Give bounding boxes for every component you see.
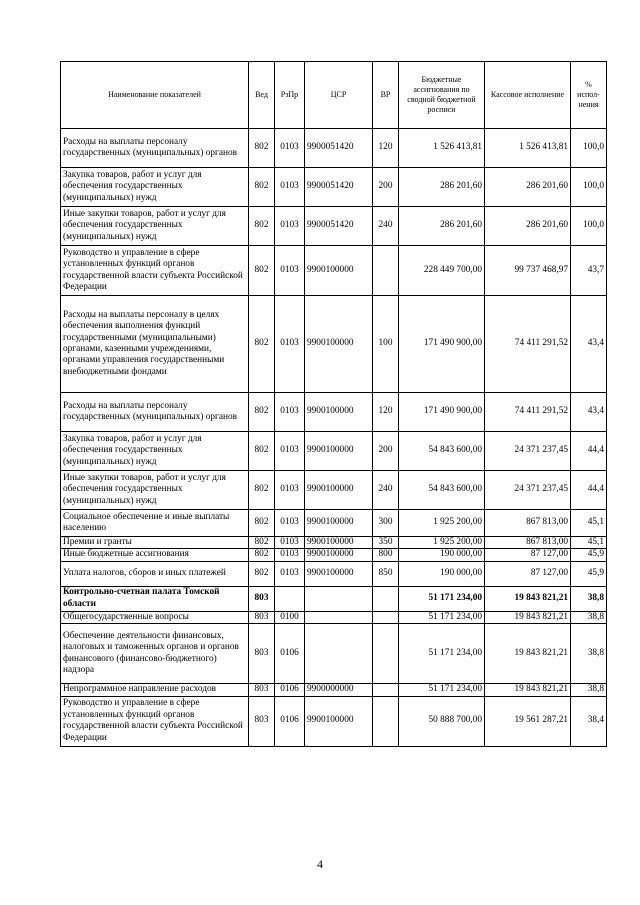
cell-csr: 9900100000 [305,471,373,510]
cell-name: Иные закупки товаров, работ и услуг для обеспечения государственных (муниципальных) нужд [61,207,249,246]
cell-ved: 803 [249,586,275,611]
cell-cash: 19 843 821,21 [485,684,571,696]
cell-csr: 9900051420 [305,168,373,207]
cell-rzpr: 0103 [275,393,305,432]
cell-vr [373,611,399,623]
cell-cash: 87 127,00 [485,549,571,561]
cell-vr [373,624,399,684]
cell-rzpr: 0103 [275,537,305,549]
cell-cash: 19 843 821,21 [485,586,571,611]
cell-name: Расходы на выплаты персоналу государственных (муниципальных) органов [61,393,249,432]
cell-ved: 803 [249,684,275,696]
cell-vr: 850 [373,561,399,586]
table-row [61,611,607,623]
header-vr: ВР [373,62,399,129]
cell-percent: 45,9 [571,561,607,586]
cell-vr: 800 [373,549,399,561]
cell-budget: 54 843 600,00 [399,432,485,471]
budget-execution-table [60,61,607,747]
cell-ved: 802 [249,168,275,207]
cell-cash: 74 411 291,52 [485,393,571,432]
cell-budget: 51 171 234,00 [399,684,485,696]
cell-name: Руководство и управление в сфере установленных функций органов государственной власти субъекта Российской Федерации [61,246,249,296]
cell-percent: 38,8 [571,586,607,611]
cell-ved: 802 [249,432,275,471]
cell-name: Контрольно-счетная палата Томской области [61,586,249,611]
cell-name: Руководство и управление в сфере установленных функций органов государственной власти субъекта Российской Федерации [61,696,249,746]
table-row [61,393,607,432]
cell-name: Расходы на выплаты персоналу государственных (муниципальных) органов [61,129,249,168]
cell-cash: 99 737 468,97 [485,246,571,296]
cell-cash: 24 371 237,45 [485,471,571,510]
cell-percent: 43,4 [571,296,607,393]
header-cash: Кассовое исполнение [485,62,571,129]
cell-percent: 38,8 [571,684,607,696]
cell-budget: 1 925 200,00 [399,537,485,549]
cell-ved: 802 [249,471,275,510]
cell-cash: 24 371 237,45 [485,432,571,471]
cell-ved: 802 [249,393,275,432]
cell-percent: 45,1 [571,537,607,549]
cell-vr: 200 [373,168,399,207]
table-row [61,168,607,207]
cell-cash: 867 813,00 [485,537,571,549]
cell-cash: 74 411 291,52 [485,296,571,393]
cell-rzpr [275,586,305,611]
header-ved: Вед [249,62,275,129]
cell-rzpr: 0103 [275,432,305,471]
cell-rzpr: 0100 [275,611,305,623]
table-row [61,537,607,549]
cell-csr: 9900100000 [305,549,373,561]
table-row [61,296,607,393]
cell-rzpr: 0103 [275,168,305,207]
cell-budget: 171 490 900,00 [399,393,485,432]
cell-cash: 867 813,00 [485,510,571,537]
cell-rzpr: 0103 [275,246,305,296]
cell-vr: 100 [373,296,399,393]
table-row [61,246,607,296]
cell-percent: 43,7 [571,246,607,296]
cell-ved: 802 [249,510,275,537]
cell-percent: 44,4 [571,471,607,510]
cell-cash: 286 201,60 [485,168,571,207]
cell-cash: 19 843 821,21 [485,624,571,684]
cell-name: Расходы на выплаты персоналу в целях обеспечения выполнения функций государственными (муниципальными) органами, казенными учреждениями, органами управления государственными внебюджетными фондами [61,296,249,393]
cell-ved: 802 [249,207,275,246]
table-row [61,561,607,586]
cell-csr: 9900100000 [305,246,373,296]
cell-vr: 120 [373,393,399,432]
cell-name: Премии и гранты [61,537,249,549]
cell-csr: 9900051420 [305,129,373,168]
cell-name: Обеспечение деятельности финансовых, налоговых и таможенных органов и органов финансового (финансово-бюджетного) надзора [61,624,249,684]
cell-ved: 802 [249,549,275,561]
cell-budget: 1 526 413,81 [399,129,485,168]
table-row [61,207,607,246]
cell-percent: 43,4 [571,393,607,432]
cell-budget: 54 843 600,00 [399,471,485,510]
cell-vr: 200 [373,432,399,471]
cell-csr: 9900051420 [305,207,373,246]
cell-budget: 51 171 234,00 [399,611,485,623]
cell-rzpr: 0103 [275,296,305,393]
cell-budget: 228 449 700,00 [399,246,485,296]
cell-name: Закупка товаров, работ и услуг для обеспечения государственных (муниципальных) нужд [61,432,249,471]
cell-budget: 190 000,00 [399,549,485,561]
cell-vr [373,696,399,746]
table-row [61,549,607,561]
cell-rzpr: 0103 [275,207,305,246]
table-row [61,696,607,746]
cell-percent: 45,9 [571,549,607,561]
cell-rzpr: 0106 [275,684,305,696]
cell-budget: 171 490 900,00 [399,296,485,393]
cell-percent: 38,8 [571,611,607,623]
cell-csr: 9900100000 [305,537,373,549]
header-name: Наименование показателей [61,62,249,129]
header-rzpr: РзПр [275,62,305,129]
cell-rzpr: 0106 [275,624,305,684]
cell-vr [373,684,399,696]
cell-csr: 9900000000 [305,684,373,696]
header-budget: Бюджетные ассигнования по сводной бюджетной росписи [399,62,485,129]
table-body [61,129,607,747]
cell-ved: 802 [249,561,275,586]
cell-name: Социальное обеспечение и иные выплаты населению [61,510,249,537]
cell-ved: 802 [249,246,275,296]
cell-cash: 286 201,60 [485,207,571,246]
cell-percent: 100,0 [571,129,607,168]
cell-cash: 87 127,00 [485,561,571,586]
cell-ved: 803 [249,611,275,623]
cell-percent: 100,0 [571,207,607,246]
cell-name: Уплата налогов, сборов и иных платежей [61,561,249,586]
cell-csr: 9900100000 [305,696,373,746]
cell-percent: 44,4 [571,432,607,471]
cell-rzpr: 0103 [275,510,305,537]
cell-cash: 19 843 821,21 [485,611,571,623]
cell-budget: 1 925 200,00 [399,510,485,537]
cell-name: Иные закупки товаров, работ и услуг для обеспечения государственных (муниципальных) нужд [61,471,249,510]
cell-budget: 190 000,00 [399,561,485,586]
header-percent: % испол-нения [571,62,607,129]
cell-ved: 803 [249,624,275,684]
cell-csr: 9900100000 [305,296,373,393]
cell-name: Закупка товаров, работ и услуг для обеспечения государственных (муниципальных) нужд [61,168,249,207]
cell-csr [305,611,373,623]
cell-name: Общегосударственные вопросы [61,611,249,623]
cell-budget: 50 888 700,00 [399,696,485,746]
cell-vr: 120 [373,129,399,168]
cell-name: Непрограммное направление расходов [61,684,249,696]
cell-ved: 802 [249,129,275,168]
cell-budget: 286 201,60 [399,168,485,207]
table-row [61,586,607,611]
cell-cash: 1 526 413,81 [485,129,571,168]
table-row [61,432,607,471]
cell-csr: 9900100000 [305,510,373,537]
cell-budget: 286 201,60 [399,207,485,246]
cell-csr: 9900100000 [305,432,373,471]
cell-rzpr: 0103 [275,129,305,168]
cell-csr: 9900100000 [305,393,373,432]
table-row [61,471,607,510]
cell-vr [373,586,399,611]
cell-cash: 19 561 287,21 [485,696,571,746]
table-row [61,624,607,684]
cell-rzpr: 0103 [275,471,305,510]
cell-csr [305,586,373,611]
cell-rzpr: 0103 [275,549,305,561]
table-header-row [61,62,607,129]
cell-ved: 802 [249,537,275,549]
cell-ved: 802 [249,296,275,393]
cell-csr: 9900100000 [305,561,373,586]
cell-vr: 350 [373,537,399,549]
cell-percent: 45,1 [571,510,607,537]
cell-budget: 51 171 234,00 [399,586,485,611]
table-row [61,510,607,537]
cell-vr: 240 [373,471,399,510]
table-row [61,129,607,168]
cell-percent: 100,0 [571,168,607,207]
cell-csr [305,624,373,684]
cell-percent: 38,4 [571,696,607,746]
cell-vr: 240 [373,207,399,246]
cell-vr [373,246,399,296]
cell-budget: 51 171 234,00 [399,624,485,684]
cell-vr: 300 [373,510,399,537]
cell-percent: 38,8 [571,624,607,684]
cell-name: Иные бюджетные ассигнования [61,549,249,561]
cell-ved: 803 [249,696,275,746]
cell-rzpr: 0103 [275,561,305,586]
table-row [61,684,607,696]
header-csr: ЦСР [305,62,373,129]
cell-rzpr: 0106 [275,696,305,746]
page-number: 4 [317,857,323,871]
